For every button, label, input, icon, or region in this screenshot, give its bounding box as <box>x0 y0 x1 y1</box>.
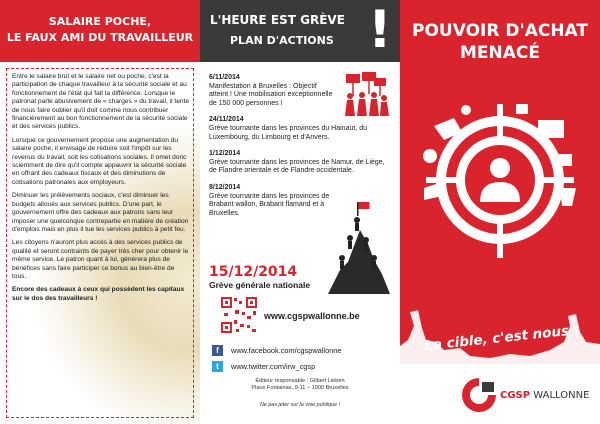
left-panel-text <box>12 73 190 308</box>
twitter-link[interactable]: www.twitter.com/irw_cgsp <box>231 362 316 371</box>
event-text: Grève tournante dans les provinces de Brabant wallon, Brabant flamand et à Bruxelles. <box>209 192 330 217</box>
right-panel <box>400 0 600 424</box>
left-panel-header <box>0 0 200 62</box>
right-title-line2: MENACÉ <box>459 43 540 63</box>
event-text: Manifestation à Bruxelles : Objectif atteint ! Une mobilisation exceptionnelle de 150 000 personnes ! <box>209 82 333 107</box>
event-item <box>209 150 389 176</box>
logo-prefix: CGSP <box>500 390 531 401</box>
editor-info <box>200 378 400 392</box>
facebook-icon: f <box>212 345 223 356</box>
left-title-line2: LE FAUX AMI DU TRAVAILLEUR <box>6 31 194 44</box>
event-date: 8/12/2014 <box>209 183 241 191</box>
event-item <box>209 116 389 142</box>
logo-suffix: WALLONNE <box>533 390 590 401</box>
left-title-line1: SALAIRE POCHE, <box>48 15 152 28</box>
social-links <box>212 344 392 376</box>
editor-line2: Place Fontainas, 9-11 – 1000 Bruxelles <box>251 385 349 392</box>
general-strike-label: Grève générale nationale <box>209 280 311 290</box>
event-date: 24/11/2014 <box>209 116 244 124</box>
left-panel <box>0 0 200 424</box>
slogan: La cible, c'est nous ! <box>423 321 581 355</box>
paragraph-4: Les citoyens n'auront plus accès à des services publics de qualité et seront contraints de payer très cher pour obtenir le même service. Le patron quant à lui, générera plus de bénéfices sans faire participer ce bonus au bien-être de tous. <box>12 239 189 280</box>
exclamation-mark: ! <box>368 0 392 60</box>
event-date: 1/12/2014 <box>209 150 241 158</box>
climbing-people-icon <box>324 200 392 294</box>
event-date: 6/11/2014 <box>209 74 240 81</box>
event-text: Grève tournante dans les provinces de Namur, de Liège, de Flandre orientale et de Flandre occidentale. <box>209 158 385 175</box>
middle-title-line1: L'HEURE EST GRÈVE <box>210 13 345 27</box>
general-strike-date: 15/12/2014 <box>209 264 298 280</box>
protest-icon <box>342 72 390 116</box>
right-title-line1: POUVOIR D'ACHAT <box>412 21 588 41</box>
right-title <box>400 20 600 64</box>
paragraph-2: Lorsque ce gouvernement propose une augmentation du salaire poche, il envisage de réduire soit l'impôt sur les revenus du travail, soit les cotisations sociales. Il omet donc sciemment de dire qu'il compte appauvrir la sécurité sociale en offrant des cadeaux fiscaux et des diminutions de cotisations patronales aux employeurs. <box>12 136 187 186</box>
editor-line1: Éditeur responsable : Gilbert Lieben <box>255 378 345 384</box>
website-link[interactable]: www.cgspwallonne.be <box>264 311 360 321</box>
cgsp-logo-text <box>500 390 589 401</box>
qr-code-icon[interactable] <box>220 296 258 334</box>
facebook-link[interactable]: www.facebook.com/cgspwallonne <box>231 346 342 355</box>
disclaimer: Ne pas jeter sur la voie publique ! <box>259 402 340 408</box>
paragraph-3: Diminuer les prélèvements sociaux, c'est diminuer les budgets alloués aux services publics. D'une part, le gouvernement offre des cadeaux aux patrons sans leur imposer une quelconque contrepartie en matière de création d'emplois mais en plus il tue les services publics à petit feu. <box>12 192 189 233</box>
closing-paragraph: Encore des cadeaux à ceux qui possèdent les capitaux sur le dos des travailleurs ! <box>12 286 185 302</box>
twitter-link-row[interactable] <box>212 360 392 373</box>
event-item <box>209 74 337 108</box>
twitter-icon: t <box>212 361 223 372</box>
paragraph-1: Entre le salaire brut et le salaire net ou poche, c'est la participation de chaque travailleur à la sécurité sociale et au fonctionnement de l'état qui fait la différence. Lorsque le patronat parle abusivement de « charges » du travail, il tente de nous faire oublier qu'il doit comme nous contribuer financièrement au bon fonctionnement de la sécurité sociale et des services publics. <box>12 73 190 131</box>
left-panel-body <box>0 62 200 424</box>
cgsp-logo-icon[interactable] <box>460 376 498 414</box>
event-text: Grève tournante dans les provinces du Hainaut, du Luxembourg, du Limbourg et d'Anvers. <box>209 124 367 141</box>
middle-panel-header <box>200 0 400 62</box>
middle-panel <box>200 0 400 424</box>
target-person-icon <box>420 96 580 266</box>
middle-title-line2: PLAN D'ACTIONS <box>230 34 334 47</box>
facebook-link-row[interactable] <box>212 344 392 357</box>
